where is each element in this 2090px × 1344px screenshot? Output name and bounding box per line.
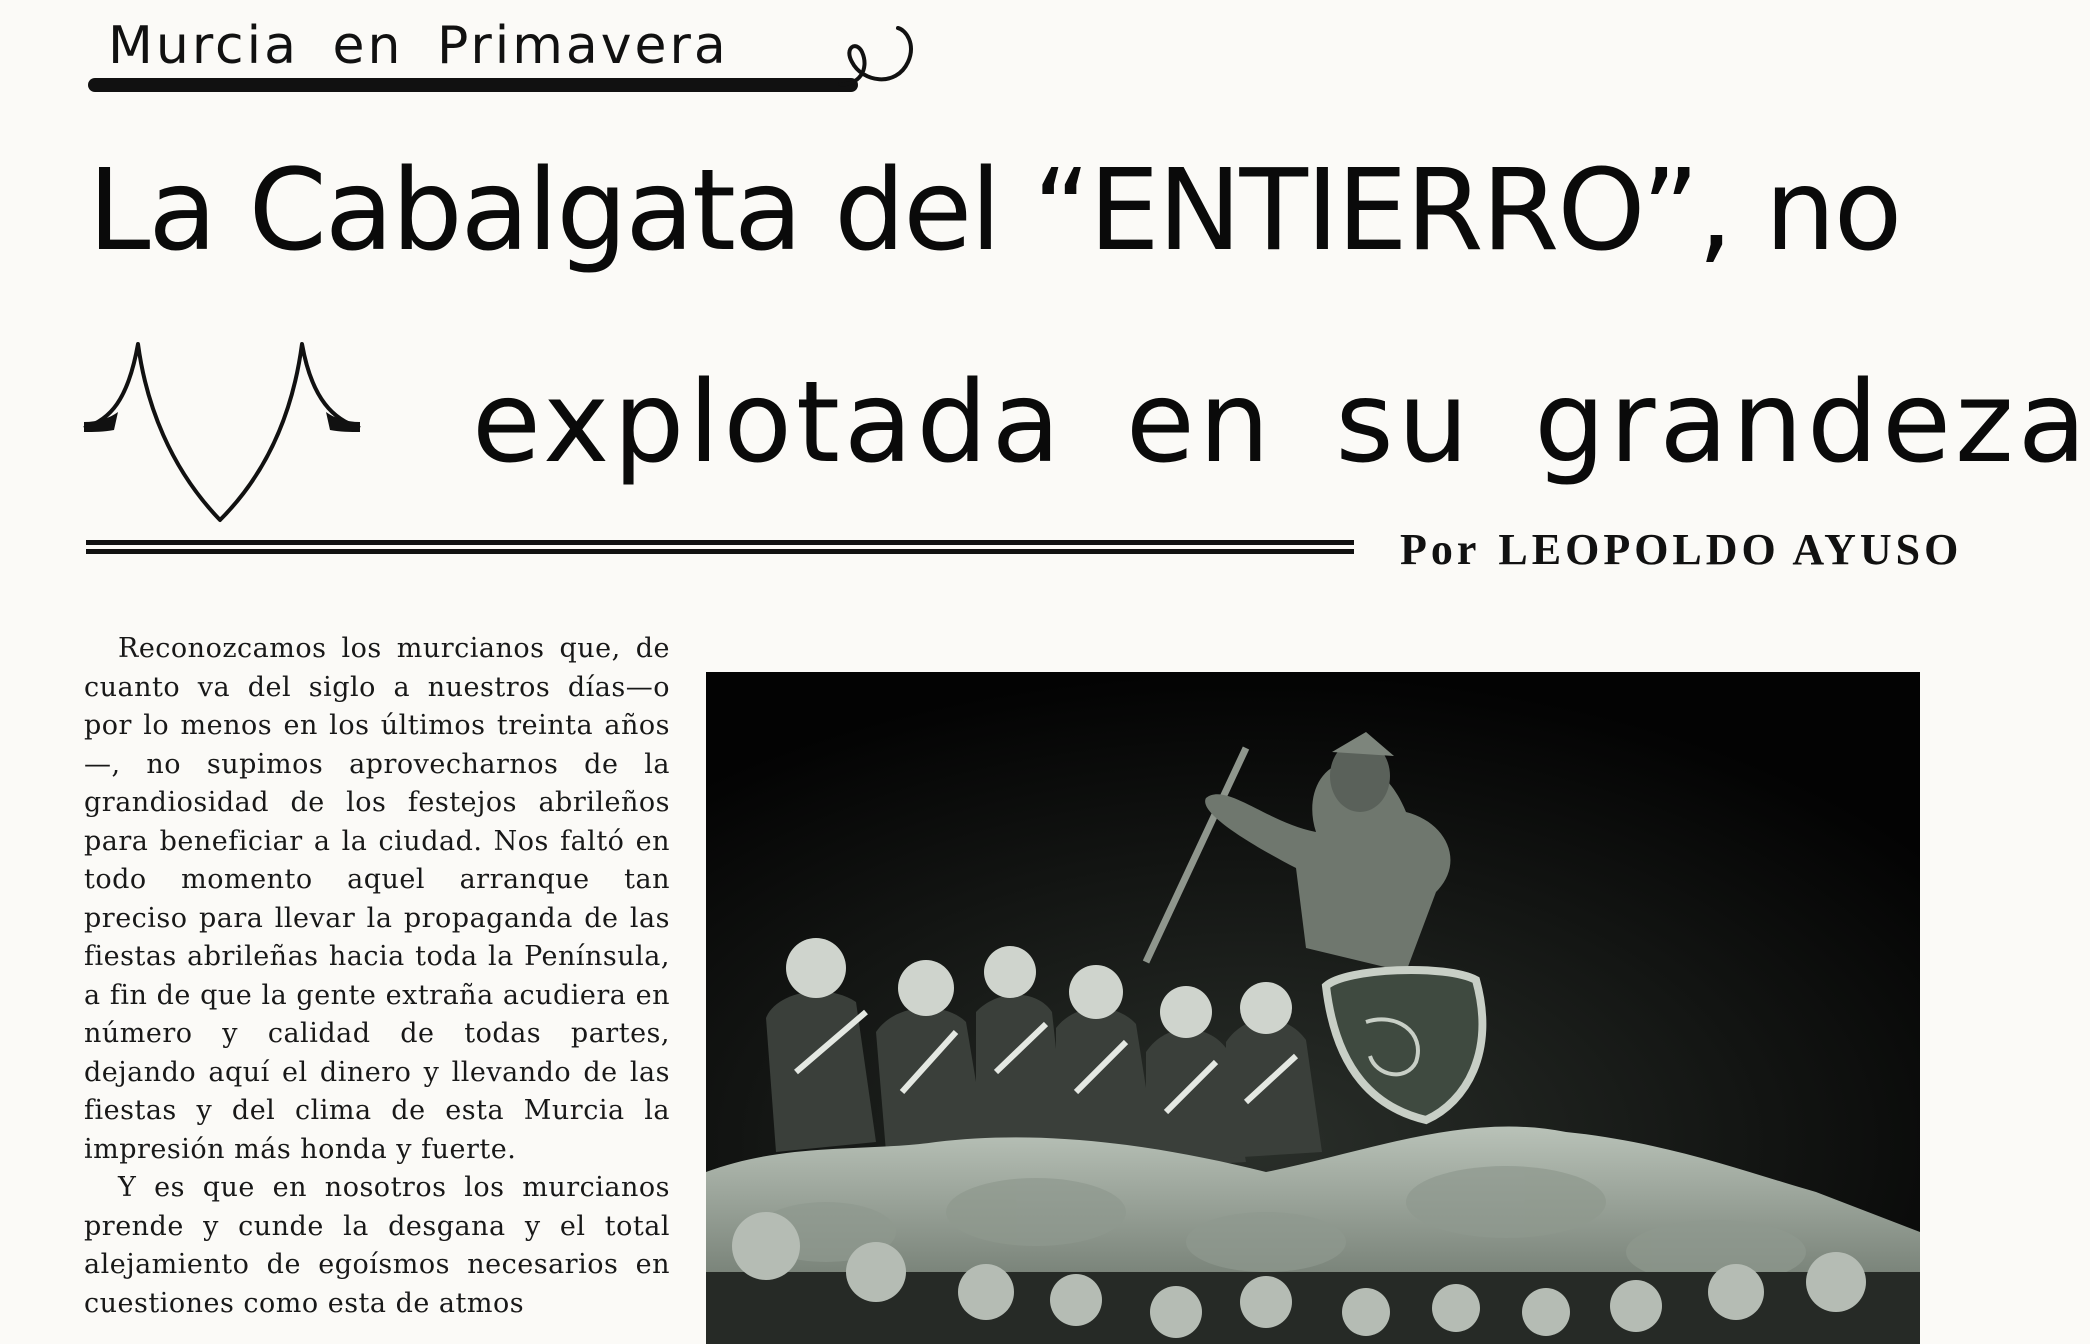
- double-rule-divider: [86, 540, 1354, 554]
- byline: [1400, 524, 1962, 575]
- swirl-ornament-icon: [840, 22, 930, 102]
- headline-line-1: La Cabalgata del “ENTIERRO”, no: [88, 146, 1901, 276]
- byline-prefix: Por: [1400, 525, 1481, 574]
- section-rule: [88, 78, 858, 92]
- section-header: [88, 4, 948, 100]
- section-title: Murcia en Primavera: [108, 16, 729, 76]
- article-paragraph: Y es que en nosotros los murcianos prende y cunde la desgana y el total alejamiento de egoísmos necesarios en cuestiones como esta de atmos: [84, 1172, 670, 1319]
- article-photo: [706, 672, 1920, 1344]
- byline-author: LEOPOLDO AYUSO: [1498, 525, 1963, 574]
- article-paragraph: Reconozcamos los murcianos que, de cuanto va del siglo a nuestros días—o por lo menos en los últimos treinta años—, no supimos aprovecharnos de la grandiosidad de los festejos abrileños para beneficiar a la ciudad. Nos faltó en todo momento aquel arranque tan preciso para llevar la propaganda de las fiestas abrileñas hacia toda la Península, a fin de que la gente extraña acudiera en número y calidad de todas partes, dejando aquí el dinero y llevando de las fiestas y del clima de esta Murcia la impresión más honda y fuerte.: [84, 633, 670, 1165]
- headline-line-2: explotada en su grandeza: [472, 358, 2090, 488]
- article-body: [84, 630, 670, 1344]
- heart-ornament-icon: [84, 338, 364, 524]
- parade-float-photo: [706, 672, 1920, 1344]
